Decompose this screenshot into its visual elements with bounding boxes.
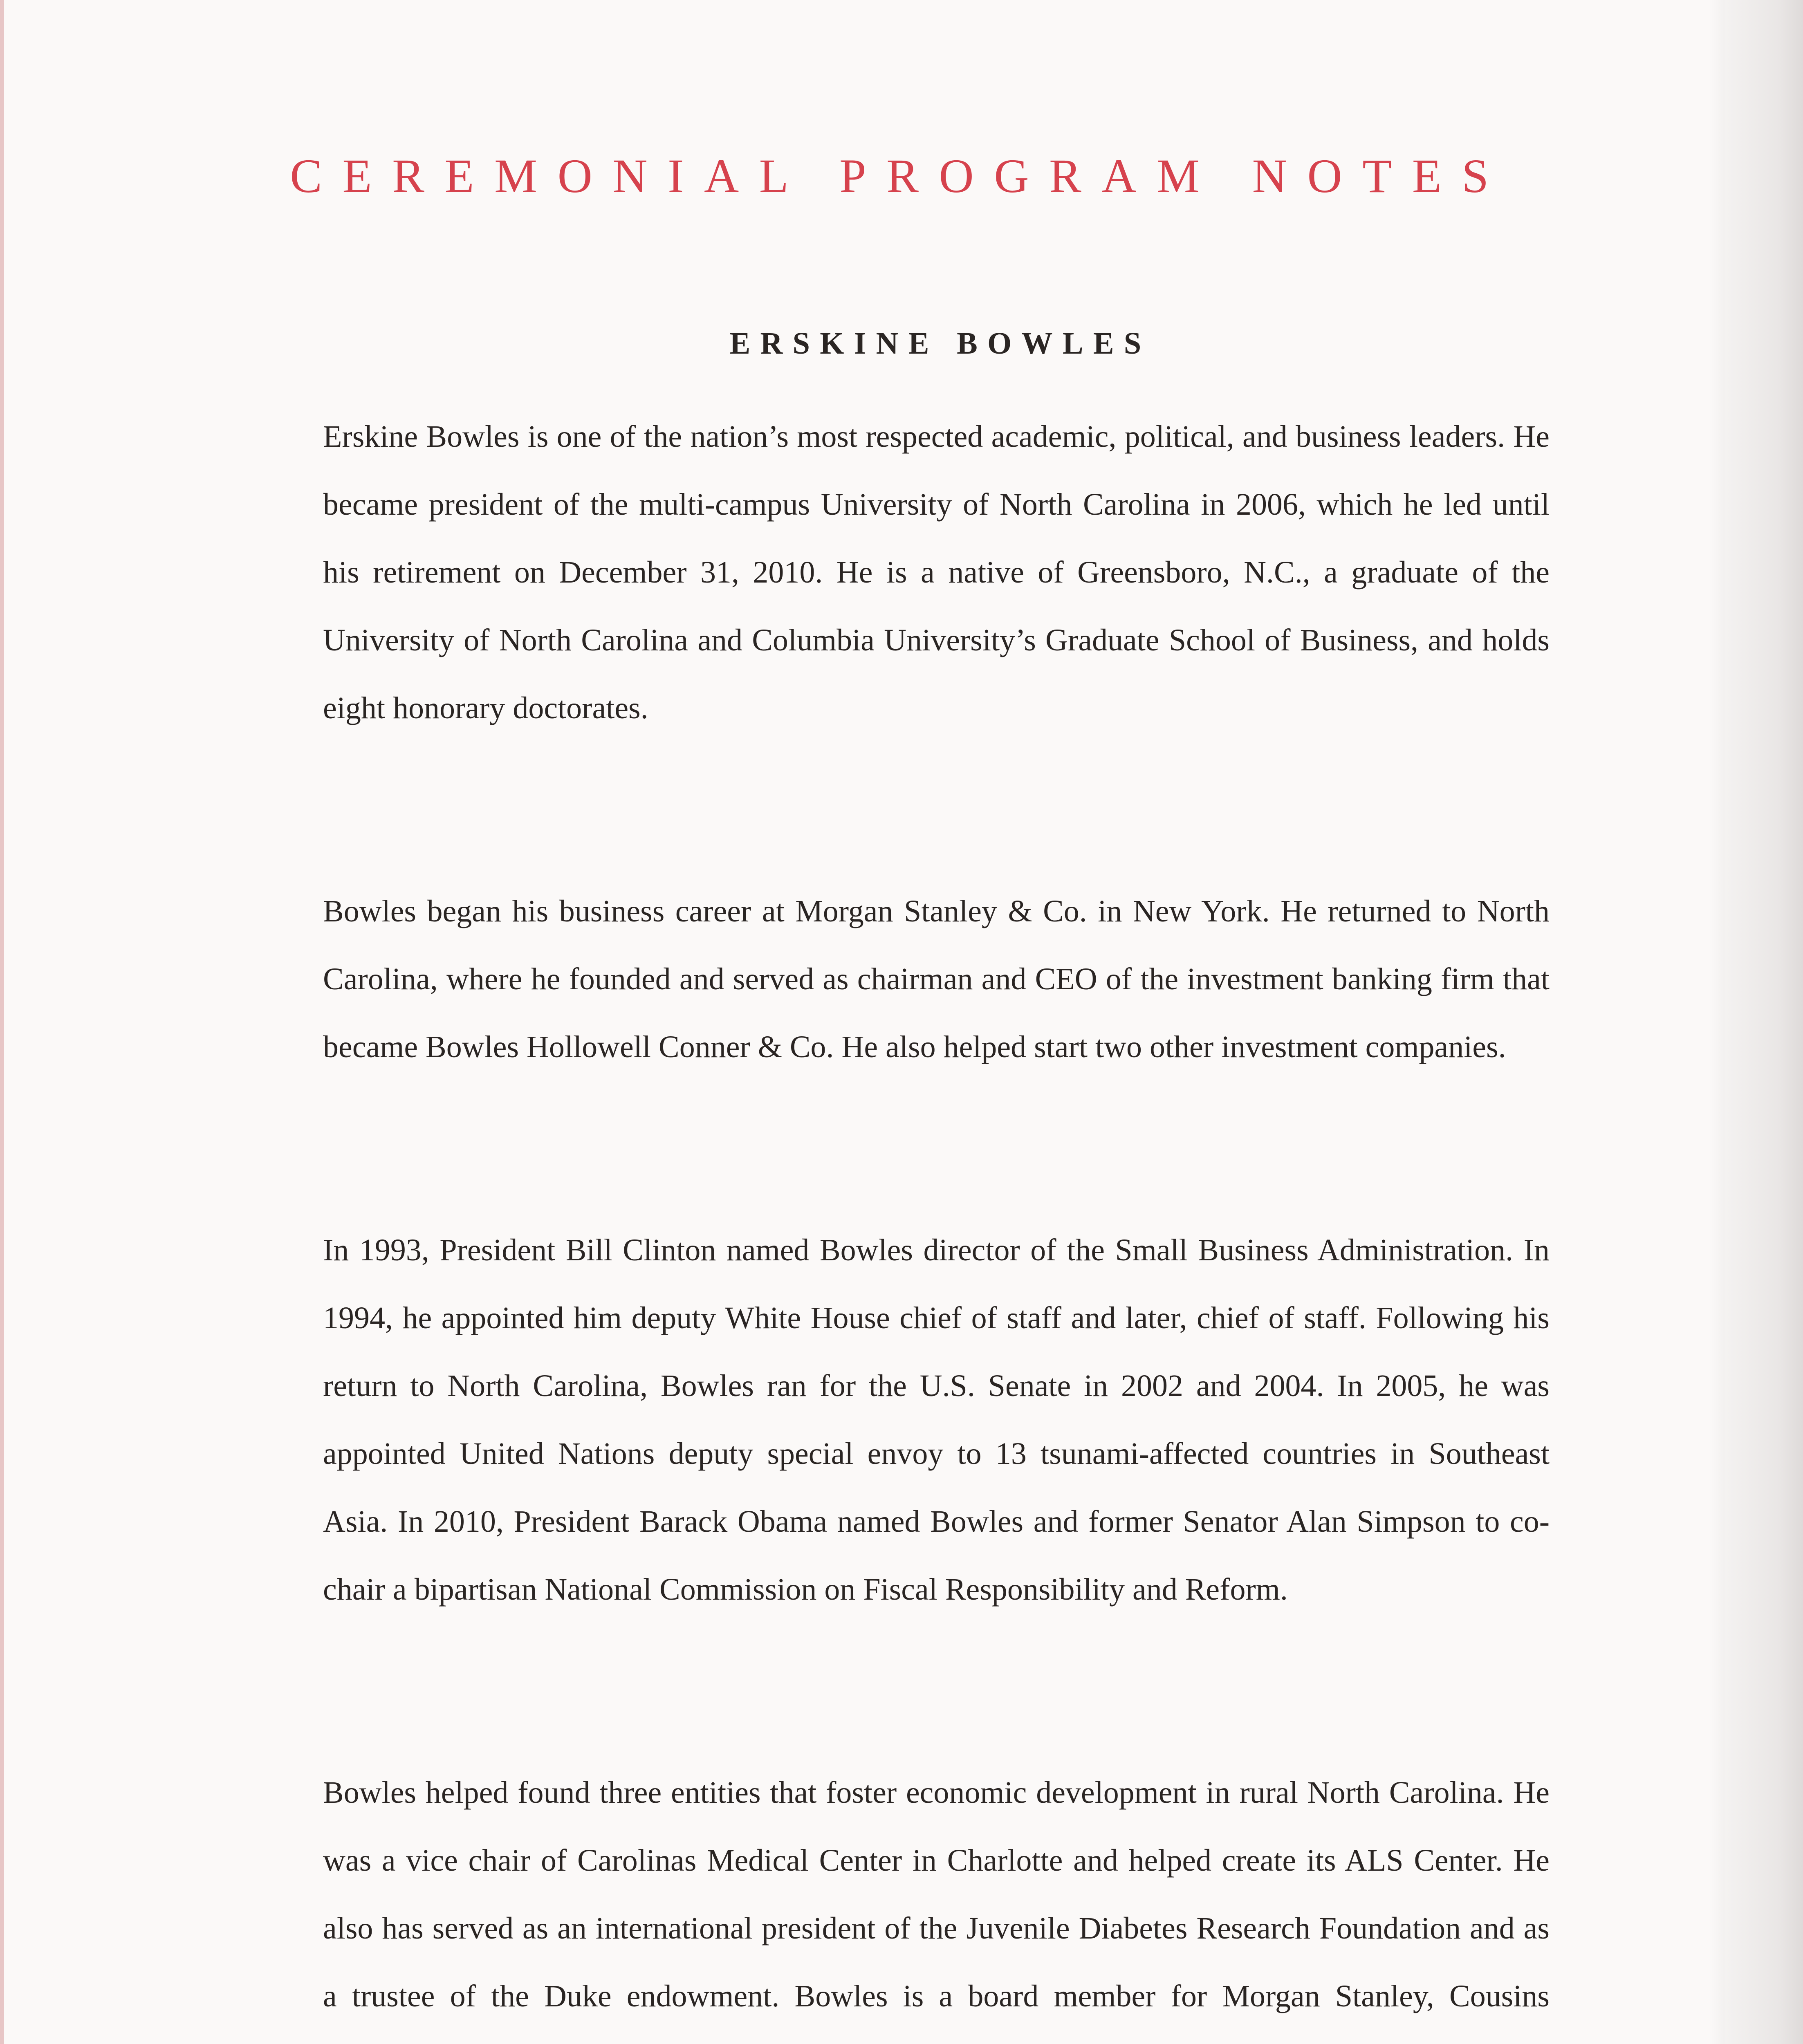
page-left-edge xyxy=(0,0,4,2044)
paragraph-4: Bowles helped found three entities that foster economic development in rural North Carolina. He was a vice chair of Carolinas Medical Center in Charlotte and helped create its ALS Center. He also has served as an international president of the Juvenile Diabetes Research Foundation and as a trustee of the Duke endowment. Bowles is a board member for Morgan Stanley, Cousins xyxy=(323,1775,1550,2013)
paragraph-2: Bowles began his business career at Morgan Stanley & Co. in New York. He returned to North Carolina, where he founded and served as chairman and CEO of the investment banking firm that became Bowles Hollowell Conner & Co. He also helped start two other investment companies. xyxy=(323,894,1550,1064)
body-text xyxy=(323,403,1550,2044)
section-heading: ERSKINE BOWLES xyxy=(729,326,1151,361)
paragraph-1: Erskine Bowles is one of the nation’s most respected academic, political, and business leaders. He became president of the multi-campus University of North Carolina in 2006, which he led until his retirement on December 31, 2010. He is a native of Greensboro, N.C., a graduate of the University of North Carolina and Columbia University’s Graduate School of Business, and holds eight honorary doctorates. xyxy=(323,419,1550,725)
page-right-edge xyxy=(1725,0,1803,2044)
paragraph-3: In 1993, President Bill Clinton named Bowles director of the Small Business Administration. In 1994, he appointed him deputy White House chief of staff and later, chief of staff. Following his return to North Carolina, Bowles ran for the U.S. Senate in 2002 and 2004. In 2005, he was appointed United Nations deputy special envoy to 13 tsunami-affected countries in Southeast Asia. In 2010, President Barack Obama named Bowles and former Senator Alan Simpson to co-chair a bipartisan National Commission on Fiscal Responsibility and Reform. xyxy=(323,1233,1550,1607)
page-title: CEREMONIAL PROGRAM NOTES xyxy=(290,149,1509,203)
gutter-shadow xyxy=(1709,0,1725,2044)
